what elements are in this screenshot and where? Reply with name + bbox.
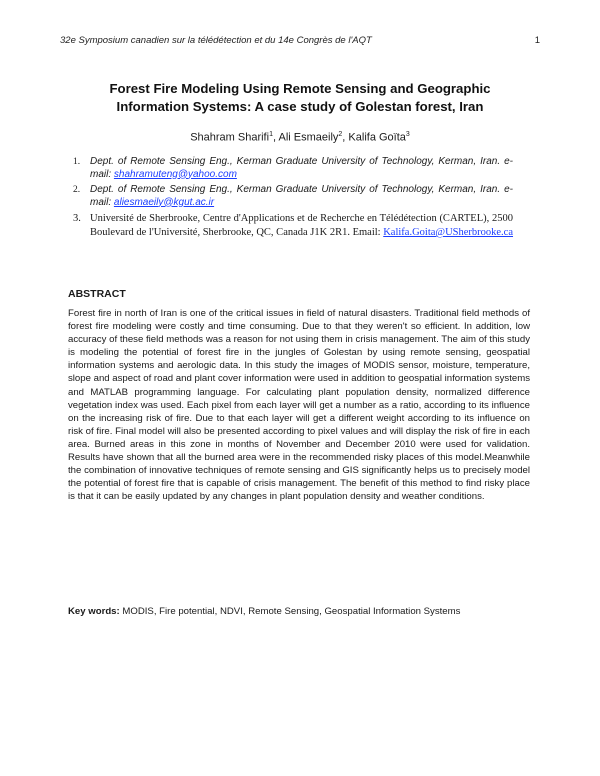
author-list (60, 131, 540, 144)
author-sep: , (272, 131, 279, 144)
author-sup: 2 (338, 131, 343, 138)
affiliation-item (73, 212, 513, 240)
author-name: Ali Esmaeily (278, 131, 339, 144)
abstract-body: Forest fire in north of Iran is one of the critical issues in field of natural disasters. Traditional field methods of forest fire modeling were costly and time consuming. Due to that they weren't so efficient. In addition, low accuracy of these field methods was a reason for not using them in crisis management. The aim of this study is modeling the potential of forest fire in the jungles of Golestan by using remote sensing, geospatial information systems and aerologic data. In this study the images of MODIS sensor, moisture, temperature, slope and aspect of road and plant cover information were used in addition to geospatial information systems and MATLAB programming language. For calculating plant population density, normalized difference vegetation index was used. Each pixel from each layer will get a number as a ratio, according to its influence on the increasing risk of fire. Due to that each layer will get a different weight according to its influence on risk of fire. Final model will also be presented according to pixel values and will display the risk of fire in each area. Burned areas in this zone in months of November and December 2010 were used for validation. Results have shown that all the burned area were in the recommended risky places of this model.Meanwhile the combination of innovative techniques of remote sensing and GIS significantly helps us to precisely model the potential of forest fire that is capable of crisis management. The benefit of this method to find risky place is that it can be easily updated by any changes in plant population density and weather conditions. (68, 308, 530, 503)
author-name: Kalifa Goïta (348, 131, 406, 144)
affiliation-item (73, 184, 513, 209)
author-sup: 3 (405, 131, 410, 138)
email-link[interactable]: aliesmaeily@kgut.ac.ir (113, 196, 215, 208)
running-title: 32e Symposium canadien sur la télédétection et du 14e Congrès de l'AQT (60, 35, 372, 46)
affiliations (73, 156, 513, 243)
affiliation-number: 2. (73, 185, 81, 195)
affiliation-text (90, 212, 513, 240)
keywords-text: MODIS, Fire potential, NDVI, Remote Sensing, Geospatial Information Systems (119, 606, 461, 617)
email-link[interactable]: shahramuteng@yahoo.com (113, 168, 237, 180)
affiliation-item (73, 156, 513, 181)
affiliation-text (90, 156, 513, 181)
affiliation-text (90, 184, 513, 209)
paper-title: Forest Fire Modeling Using Remote Sensing and Geographic Information Systems: A case study of Golestan forest, Iran (109, 81, 491, 114)
abstract-heading: ABSTRACT (68, 288, 126, 300)
affiliation-number: 3. (73, 213, 81, 224)
affiliation-address: Université de Sherbrooke, Centre d'Applications et de Recherche en Télédétection (CARTEL), 2500 Boulevard de l'Université, Sherbrooke, QC, Canada J1K 2R1. Email: (90, 213, 513, 238)
author-sup: 1 (269, 131, 273, 138)
keywords-label: Key words: (68, 606, 120, 617)
keywords (68, 606, 538, 617)
author-name: Shahram Sharifi (190, 131, 270, 144)
affiliation-address: Dept. of Remote Sensing Eng., Kerman Graduate University of Technology, Kerman, Iran. e-mail: (90, 156, 513, 180)
affiliation-number: 1. (73, 157, 81, 167)
page-number: 1 (534, 35, 540, 46)
affiliation-address: Dept. of Remote Sensing Eng., Kerman Graduate University of Technology, Kerman, Iran. e-mail: (90, 184, 513, 208)
author-sep: , (342, 131, 349, 144)
email-link[interactable]: Kalifa.Goita@USherbrooke.ca (383, 227, 514, 238)
running-header (60, 35, 540, 46)
